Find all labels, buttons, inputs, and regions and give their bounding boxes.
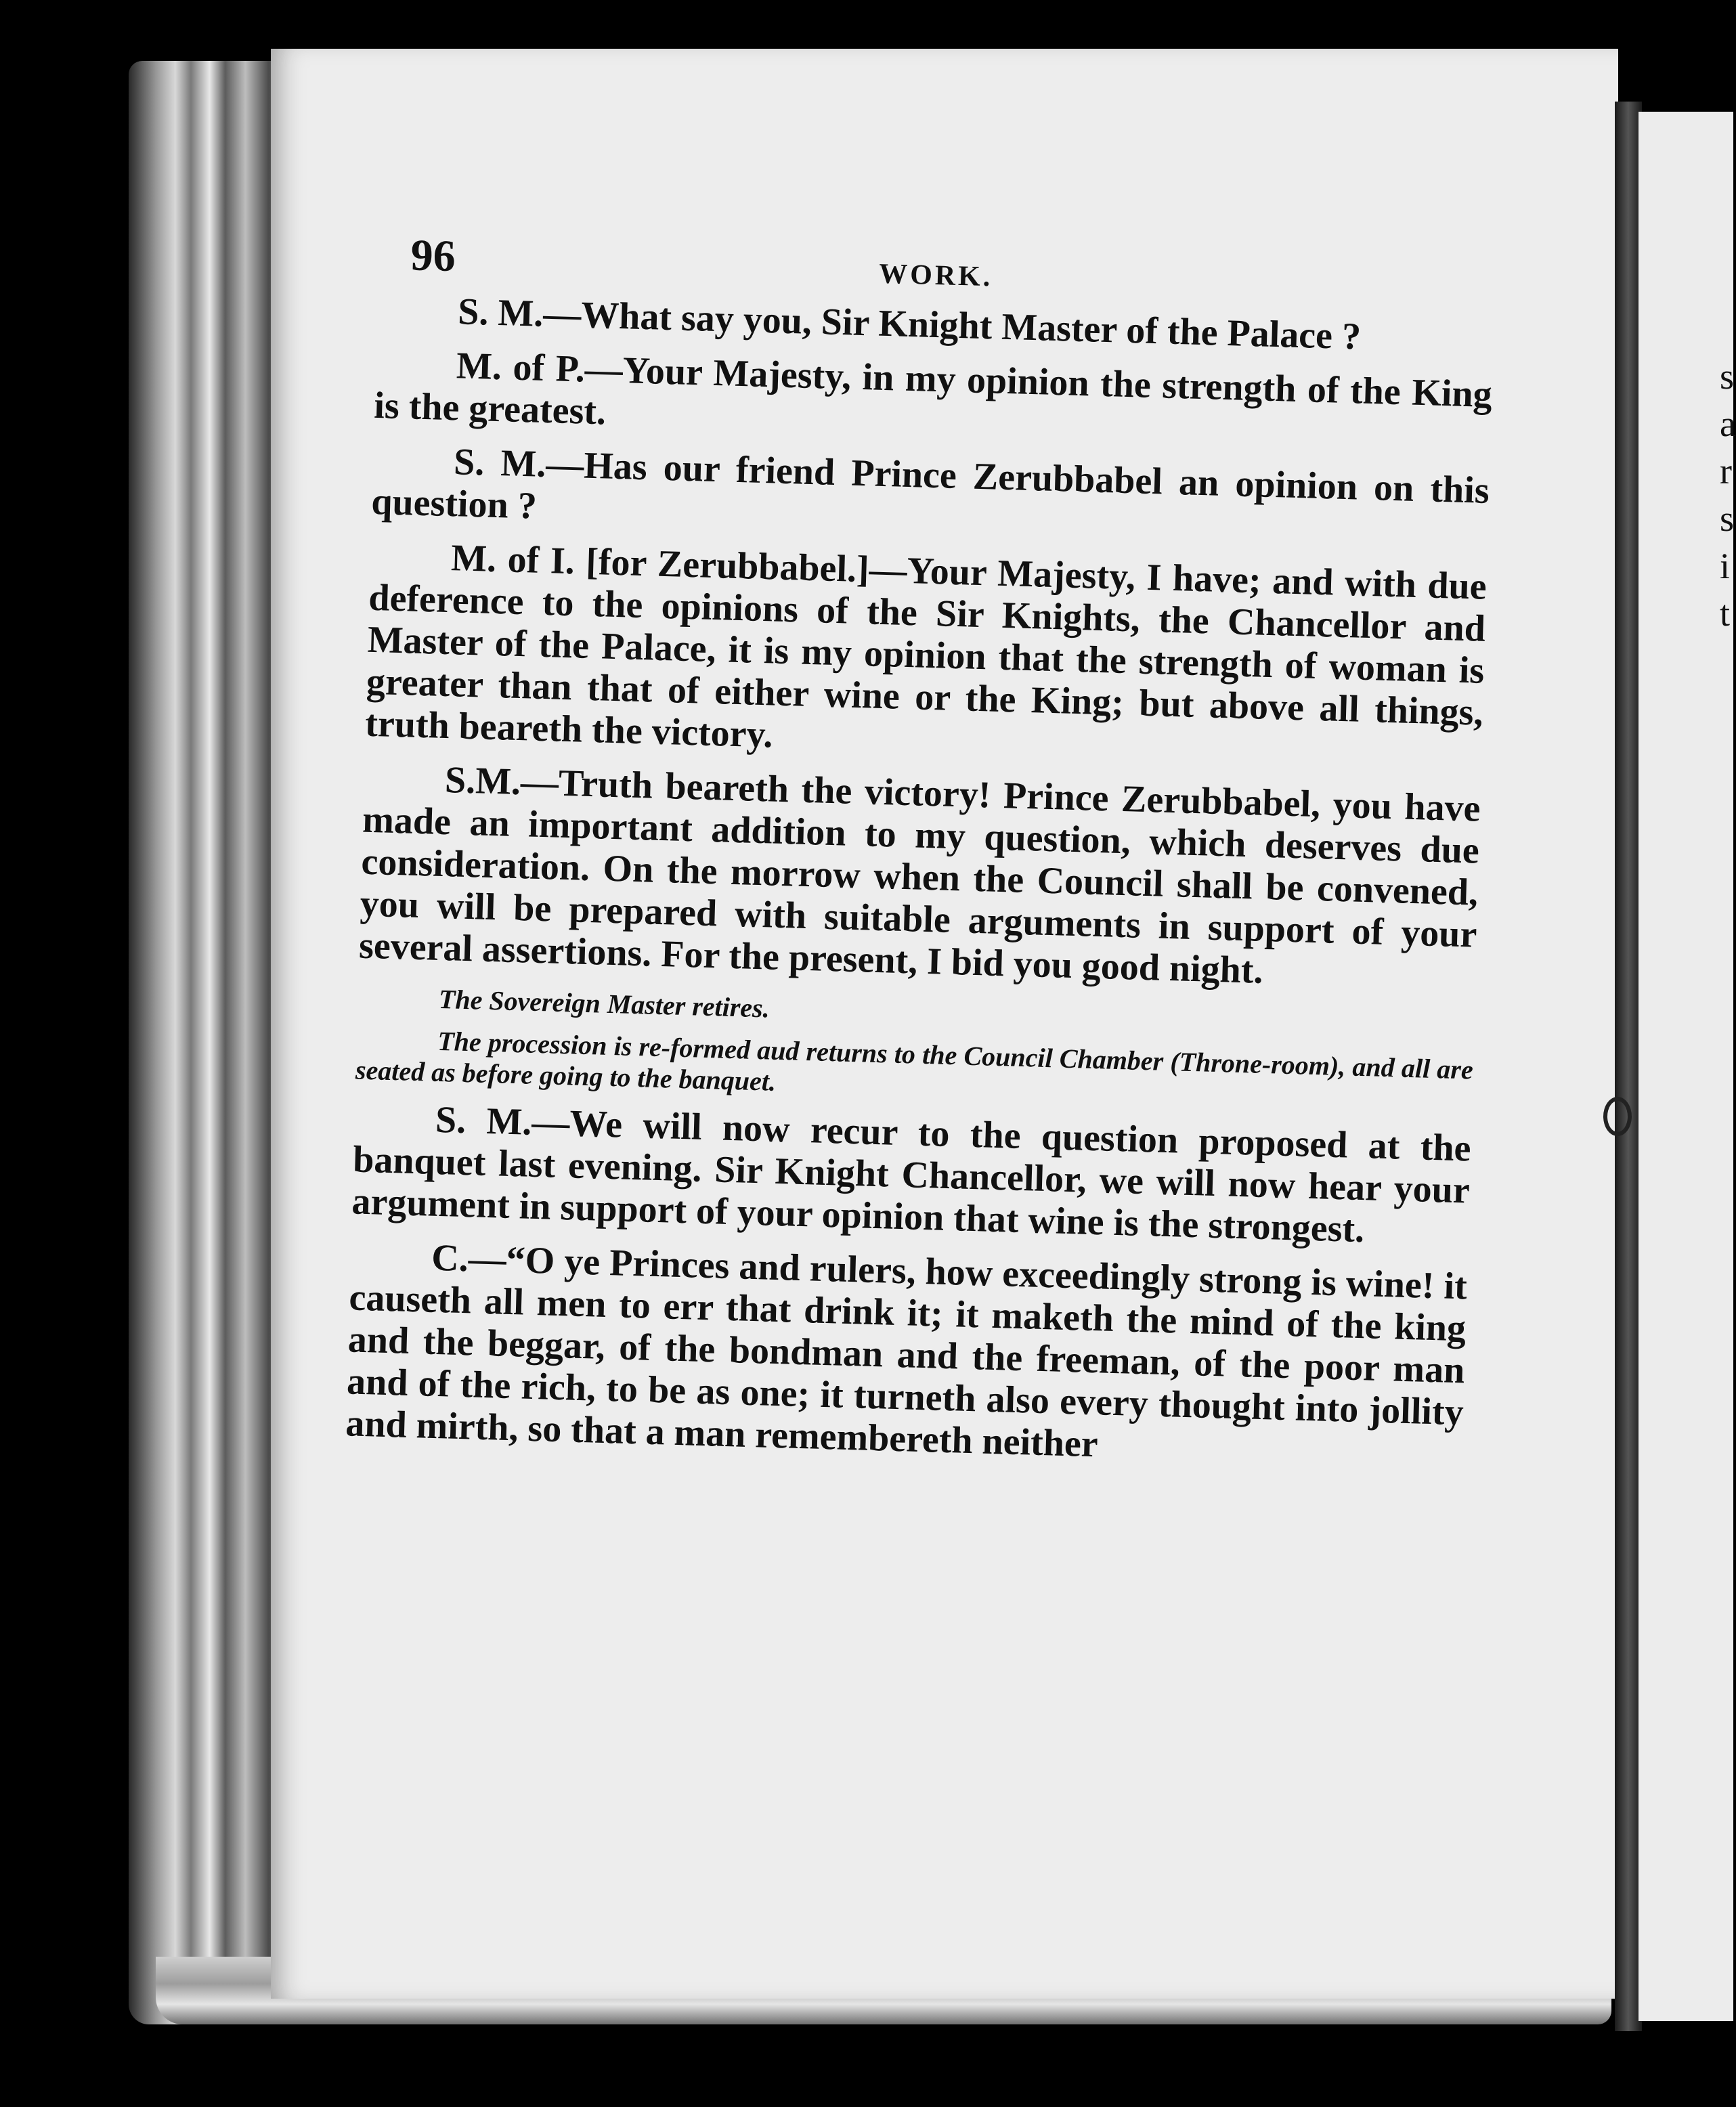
facing-page-letter: i	[1720, 546, 1731, 586]
dialogue-paragraph: C.—“O ye Princes and rulers, how exceedingly strong is wine! it causeth all men to err that drink it; it maketh the mind of the king and the beggar, of the bondman and the freeman, of the poor man and of the rich, to be as one; it turneth also every thought into jollity and mirth, so that a man remembereth neither	[345, 1236, 1468, 1466]
running-head: WORK.	[878, 258, 993, 293]
facing-page-edge	[1639, 112, 1736, 2021]
page-number: 96	[410, 230, 456, 282]
dialogue-paragraph: S. M.—What say you, Sir Knight Master of the Palace ?	[457, 290, 1362, 358]
book-gutter	[1615, 102, 1642, 2031]
facing-page-letter: r	[1720, 451, 1732, 492]
dialogue-paragraph: M. of P.—Your Majesty, in my opinion the strength of the King is the greatest.	[373, 345, 1493, 433]
binding-thread	[1603, 1097, 1632, 1136]
page-text-block	[345, 223, 1496, 1487]
facing-page-letter: a	[1720, 404, 1736, 444]
dialogue-paragraph: S. M.—Has our friend Prince Zerubbabel an opinion on this question ?	[370, 441, 1490, 527]
book-page-edges	[129, 61, 284, 2024]
facing-page-letter: s	[1720, 498, 1735, 539]
dialogue-paragraph: M. of I. [for Zerubbabel.]—Your Majesty, I have; and with due deference to the opinions of the Sir Knights, the Chancellor and Master of the Palace, it is my opinion that the strength of woman is greater than that of either wine or the King; but above all things, truth beareth the victory.	[364, 537, 1488, 756]
dialogue-paragraph: S. M.—We will now recur to the question proposed at the banquet last evening. Sir Knight Chancellor, we will now hear your argument in support of your opinion that wine is the strongest.	[351, 1098, 1472, 1251]
stage-direction: The Sovereign Master retires.	[438, 983, 771, 1024]
facing-page-letter: s	[1720, 356, 1735, 397]
stage-direction: The procession is re-formed aud returns to the Council Chamber (Throne-room), and all are seated as before going to the banquet.	[355, 1025, 1474, 1097]
facing-page-letter: t	[1720, 593, 1731, 634]
dialogue-paragraph: S.M.—Truth beareth the victory! Prince Zerubbabel, you have made an important addition to my question, which deserves due consideration. On the morrow when the Council shall be convened, you will be prepared with suitable arguments in support of your several assertions. For the present, I bid you good night.	[358, 759, 1481, 992]
